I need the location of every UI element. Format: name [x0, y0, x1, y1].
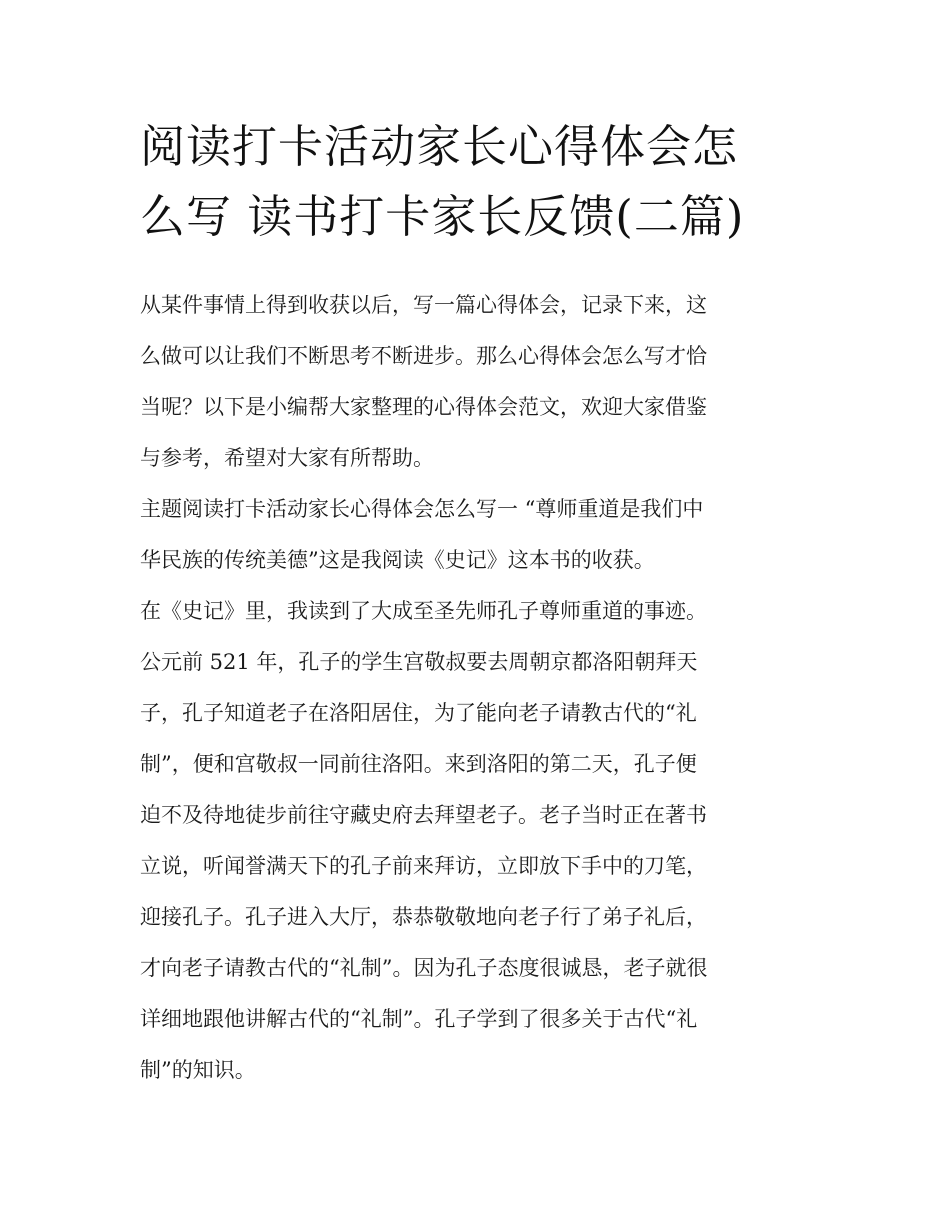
paragraph-line: 在《史记》里，我读到了大成至圣先师孔子尊师重道的事迹。: [140, 599, 707, 623]
paragraph-line: 公元前 521 年，孔子的学生宫敬叔要去周朝京都洛阳朝拜天: [140, 650, 698, 674]
paragraph-line: 主题阅读打卡活动家长心得体会怎么写一 “尊师重道是我们中: [140, 497, 704, 521]
paragraph-line: 华民族的传统美德”这是我阅读《史记》这本书的收获。: [140, 548, 655, 572]
title-line: 阅读打卡活动家长心得体会怎: [140, 120, 739, 173]
paragraph-line: 么做可以让我们不断思考不断进步。那么心得体会怎么写才恰: [140, 344, 707, 368]
paragraph-line: 与参考，希望对大家有所帮助。: [140, 446, 434, 470]
paragraph-line: 当呢？以下是小编帮大家整理的心得体会范文，欢迎大家借鉴: [140, 395, 707, 419]
paragraph-line: 迎接孔子。孔子进入大厅，恭恭敬敬地向老子行了弟子礼后，: [140, 905, 707, 929]
title-line: 么写 读书打卡家长反馈(二篇): [140, 190, 745, 243]
paragraph-line: 子，孔子知道老子在洛阳居住，为了能向老子请教古代的“礼: [140, 701, 697, 725]
document-title: [140, 112, 820, 252]
paragraph-line: 迫不及待地徒步前往守藏史府去拜望老子。老子当时正在著书: [140, 803, 707, 827]
paragraph-line: 详细地跟他讲解古代的“礼制”。孔子学到了很多关于古代“礼: [140, 1007, 698, 1031]
paragraph-line: 才向老子请教古代的“礼制”。因为孔子态度很诚恳，老子就很: [140, 956, 708, 980]
document-body: [140, 280, 830, 1096]
paragraph-line: 从某件事情上得到收获以后，写一篇心得体会，记录下来，这: [140, 293, 707, 317]
paragraph-line: 制”，便和宫敬叔一同前往洛阳。来到洛阳的第二天，孔子便: [140, 752, 697, 776]
paragraph-line: 立说，听闻誉满天下的孔子前来拜访，立即放下手中的刀笔，: [140, 854, 707, 878]
paragraph-line: 制”的知识。: [140, 1058, 256, 1082]
